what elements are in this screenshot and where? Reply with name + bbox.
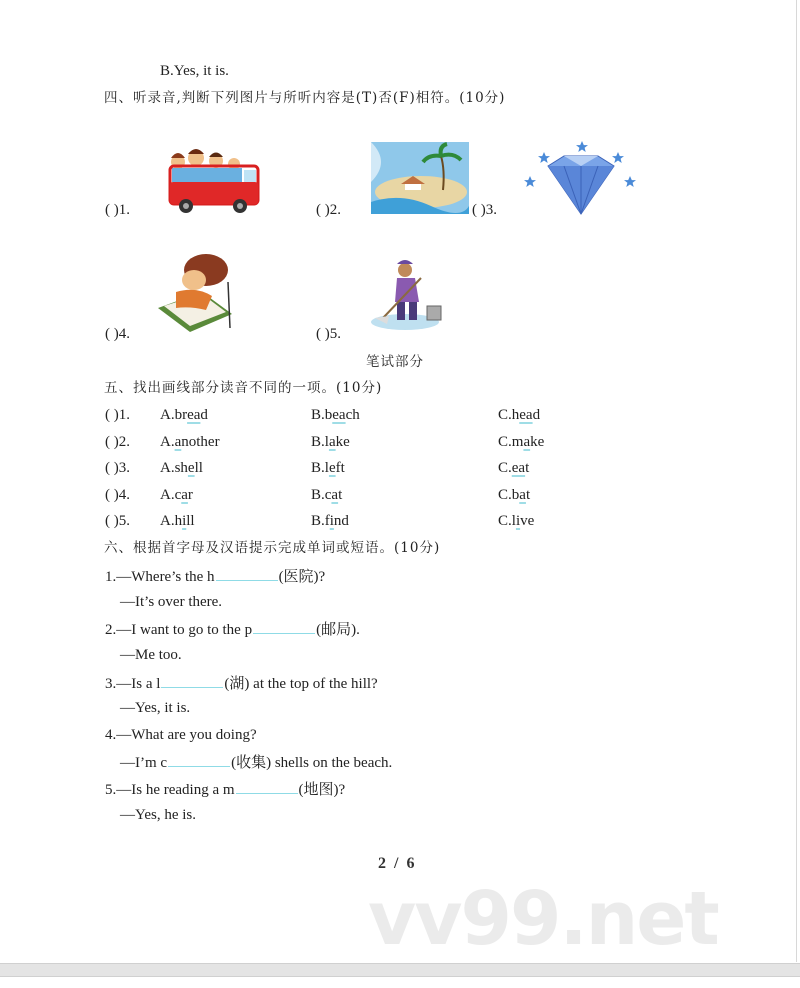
option-text: B.b [311,407,333,423]
option-text: A.br [160,407,188,423]
underlined-letters: ea [187,407,201,423]
option-text: nd [333,513,349,529]
option-c [498,459,529,477]
option-text: C.h [498,407,520,423]
option-text: A. [160,434,175,450]
answer-4-text: —I’m c [120,755,168,771]
option-text: ch [345,407,360,423]
option-text: nother [181,434,220,450]
written-part-title: 笔试部分 [366,354,424,370]
choice-row-number: ( )3. [105,460,130,476]
option-a [160,459,203,477]
section4-heading: 四、听录音,判断下列图片与所听内容是(T)否(F)相符。(10分) [104,90,506,106]
option-b [311,406,360,424]
question-5 [105,779,345,799]
option-text: ll [194,460,203,476]
option-text: t [338,487,343,503]
question-3 [105,673,378,693]
option-text: d [200,407,208,423]
option-b [311,486,342,504]
diamond-picture [520,138,642,218]
choice-row-number: ( )2. [105,434,130,450]
option-text: ke [335,434,350,450]
option-a [160,406,208,424]
item-label-3: ( )3. [472,202,497,218]
answer-3: —Yes, it is. [120,700,191,716]
page-separator [0,963,800,977]
option-text: C.m [498,434,524,450]
option-text: A.h [160,513,183,529]
underlined-letters: e [187,460,195,476]
choice-row-number: ( )1. [105,407,130,423]
option-b [311,459,345,477]
section5-heading: 五、找出画线部分读音不同的一项。(10分) [104,380,383,396]
option-text: B.l [311,434,329,450]
option-text: B.f [311,513,330,529]
question-3-hint: (湖) at the top of the hill? [224,676,378,692]
question-2-text: 2.—I want to go to the p [105,622,253,638]
underlined-letters: a [331,487,339,503]
option-text: C.b [498,487,520,503]
section6-heading: 六、根据首字母及汉语提示完成单词或短语。(10分) [104,540,441,556]
question-4: 4.—What are you doing? [105,727,257,743]
item-label-1: ( )1. [105,202,130,218]
underlined-letters: i [329,513,334,529]
underlined-letters: e [328,460,336,476]
question-3-text: 3.—Is a l [105,676,161,692]
answer-5: —Yes, he is. [120,807,196,823]
answer-4 [120,752,392,772]
option-text: C.l [498,513,516,529]
option-text: A.sh [160,460,188,476]
question-1-text: 1.—Where’s the h [105,569,215,585]
question-1-hint: (医院)? [278,569,326,585]
option-text: ft [335,460,345,476]
answer-blank-5[interactable] [236,779,298,794]
girl-writing-picture [156,252,236,332]
option-a [160,512,195,530]
question-2-hint: (邮局). [316,622,360,638]
option-text: C. [498,460,512,476]
page-number: 2 / 6 [378,855,417,872]
question-1 [105,566,325,586]
option-c [498,406,540,424]
item-label-4: ( )4. [105,326,130,342]
item-label-5: ( )5. [316,326,341,342]
underlined-letters: a [174,434,182,450]
option-text: t [525,460,530,476]
option-text: t [525,487,531,503]
underlined-letters: i [182,513,187,529]
answer-2: —Me too. [120,647,182,663]
beach-picture [371,142,469,214]
question-5-text: 5.—Is he reading a m [105,782,235,798]
answer-blank-1[interactable] [216,566,278,581]
choice-row-number: ( )5. [105,513,130,529]
option-a [160,433,220,451]
option-b [311,433,350,451]
option-text: B.c [311,487,332,503]
item-label-2: ( )2. [316,202,341,218]
question-5-hint: (地图)? [298,782,346,798]
underlined-letters: a [181,487,188,503]
answer-4-hint: (收集) shells on the beach. [231,755,393,771]
underlined-letters: a [519,487,526,503]
underlined-letters: a [523,434,531,450]
option-text: ll [186,513,195,529]
answer-blank-2[interactable] [253,619,315,634]
option-a [160,486,193,504]
previous-answer: B.Yes, it is. [160,63,229,79]
watermark: vv99.net [368,876,718,962]
person-mopping-picture [369,256,447,334]
underlined-letters: ea [332,407,346,423]
question-2 [105,619,360,639]
option-b [311,512,349,530]
option-text: d [532,407,541,423]
bus-picture [158,148,260,214]
answer-blank-4[interactable] [168,752,230,767]
option-text: ve [520,513,535,529]
underlined-letters: ea [511,460,526,476]
choice-row-number: ( )4. [105,487,130,503]
answer-1: —It’s over there. [120,594,223,610]
option-c [498,512,534,530]
answer-blank-3[interactable] [161,673,223,688]
option-c [498,433,544,451]
underlined-letters: a [328,434,336,450]
option-text: ke [530,434,545,450]
option-text: r [187,487,193,503]
option-c [498,486,530,504]
option-text: B.l [311,460,329,476]
option-text: A.c [160,487,182,503]
underlined-letters: i [515,513,521,529]
underlined-letters: ea [519,407,533,423]
